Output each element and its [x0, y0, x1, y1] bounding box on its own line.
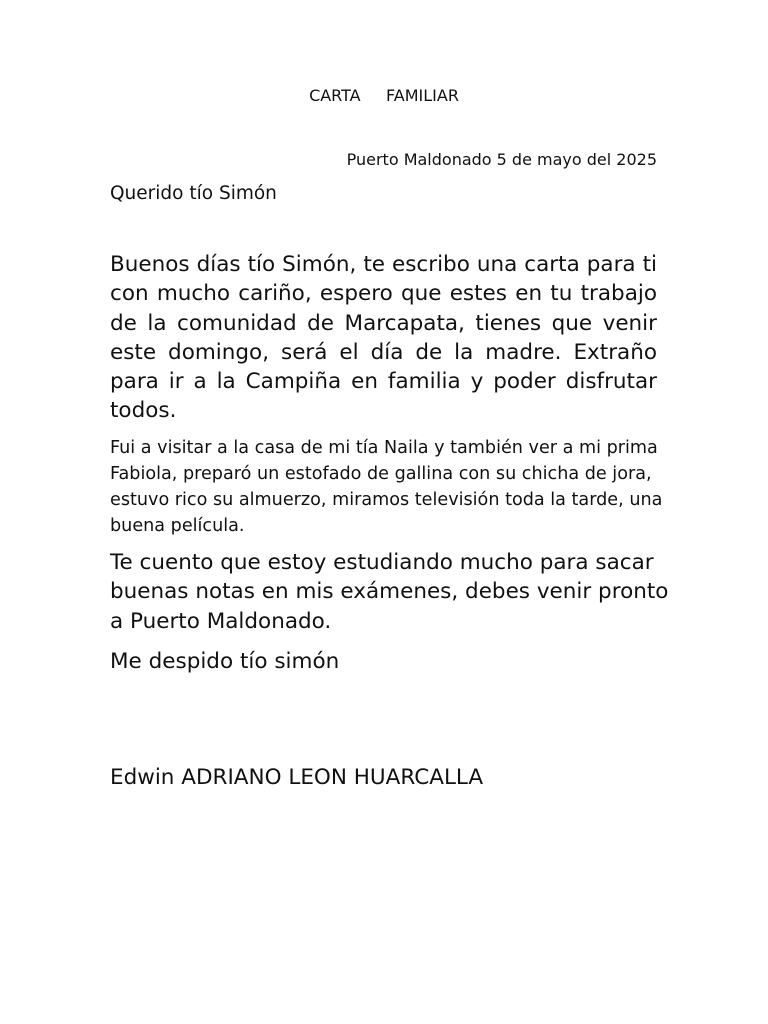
letter-greeting: Querido tío Simón — [110, 183, 277, 204]
letter-paragraph-2: Fui a visitar a la casa de mi tía Naila y también ver a mi prima Fabiola, preparó un estofado de gallina con su chicha de jora, estuvo rico su almuerzo, miramos televisión toda la tarde, una buena película. — [110, 438, 663, 536]
letter-farewell: Me despido tío simón — [110, 649, 340, 674]
letter-signature: Edwin ADRIANO LEON HUARCALLA — [110, 765, 484, 790]
letter-paragraph-3: Te cuento que estoy estudiando mucho para sacar buenas notas en mis exámenes, debes venir pronto a Puerto Maldonado. — [110, 550, 669, 634]
letter-paragraph-1: Buenos días tío Simón, te escribo una carta para ti con mucho cariño, espero que estes en tu trabajo de la comunidad de Marcapata, tienes que venir este domingo, será el día de la madre. Extraño para ir a la Campiña en familia y poder disfrutar todos. — [110, 252, 657, 424]
letter-title: CARTA FAMILIAR — [309, 86, 459, 105]
letter-date: Puerto Maldonado 5 de mayo del 2025 — [346, 150, 657, 169]
